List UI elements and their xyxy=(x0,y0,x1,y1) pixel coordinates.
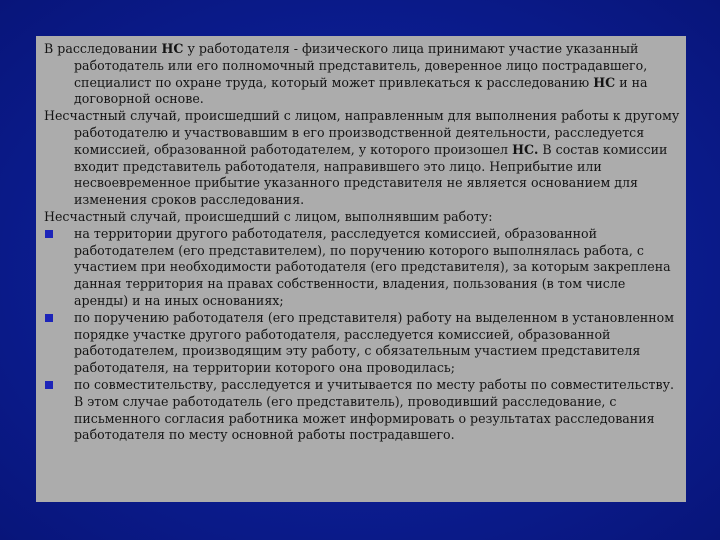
paragraph-2-text-b: В состав комиссии входит представитель работодателя, направившего это лицо. Неприбытие или несвоевременное прибытие указанного представителя не является основанием для изменения сроков расследования. xyxy=(74,141,668,208)
bullet-item-2-text: по поручению работодателя (его представителя) работу на выделенном в установленном порядке участке другого работодателя, расследуется комиссией, образованной работодателем, производящим эту работу, с обязательным участием представителя работодателя, на территории которого она проводилась; xyxy=(74,309,675,376)
paragraph-1-text-b: у работодателя - физического лица принимают участие указанный работодатель или его полномочный представитель, доверенное лицо пострадавшего, специалист по охране труда, который может привлекаться к расследованию xyxy=(74,41,648,90)
bullet-item-1 xyxy=(44,226,682,310)
paragraph-2-text-a: Несчастный случай, происшедший с лицом, направленным для выполнения работы к другому работодателю и участвовавшим в его производственной деятельности, расследуется комиссией, образованной работодателем, у которого произошел xyxy=(44,108,680,157)
paragraph-3: Несчастный случай, происшедший с лицом, выполнявшим работу: xyxy=(44,208,493,224)
paragraph-1-text-a: В расследовании xyxy=(44,41,162,56)
square-bullet-icon xyxy=(45,314,53,322)
paragraph-1-bold-b: НС xyxy=(593,74,616,90)
bullet-item-1-text: на территории другого работодателя, расследуется комиссией, образованной работодателем (его представителем), по поручению которого выполнялась работа, с участием при необходимости работодателя (его представителя), за которым закреплена данная территория на правах собственности, владения, пользования (в том числе аренды) и на иных основаниях; xyxy=(74,225,671,308)
paragraph-1-text-c: и на договорной основе. xyxy=(74,74,648,107)
paragraph-1-bold-a: НС xyxy=(161,41,184,56)
paragraph-1 xyxy=(44,41,682,108)
paragraph-2-bold: НС. xyxy=(512,141,539,157)
square-bullet-icon xyxy=(45,230,53,238)
bullet-item-3 xyxy=(44,377,682,444)
text-panel xyxy=(36,36,686,502)
paragraph-2 xyxy=(44,108,682,209)
bullet-item-2 xyxy=(44,310,682,377)
square-bullet-icon xyxy=(45,381,53,389)
bullet-item-3-text: по совместительству, расследуется и учитывается по месту работы по совместительству. В этом случае работодатель (его представитель), проводивший расследование, с письменного согласия работника может информировать о результатах расследования работодателя по месту основной работы пострадавшего. xyxy=(74,376,674,443)
